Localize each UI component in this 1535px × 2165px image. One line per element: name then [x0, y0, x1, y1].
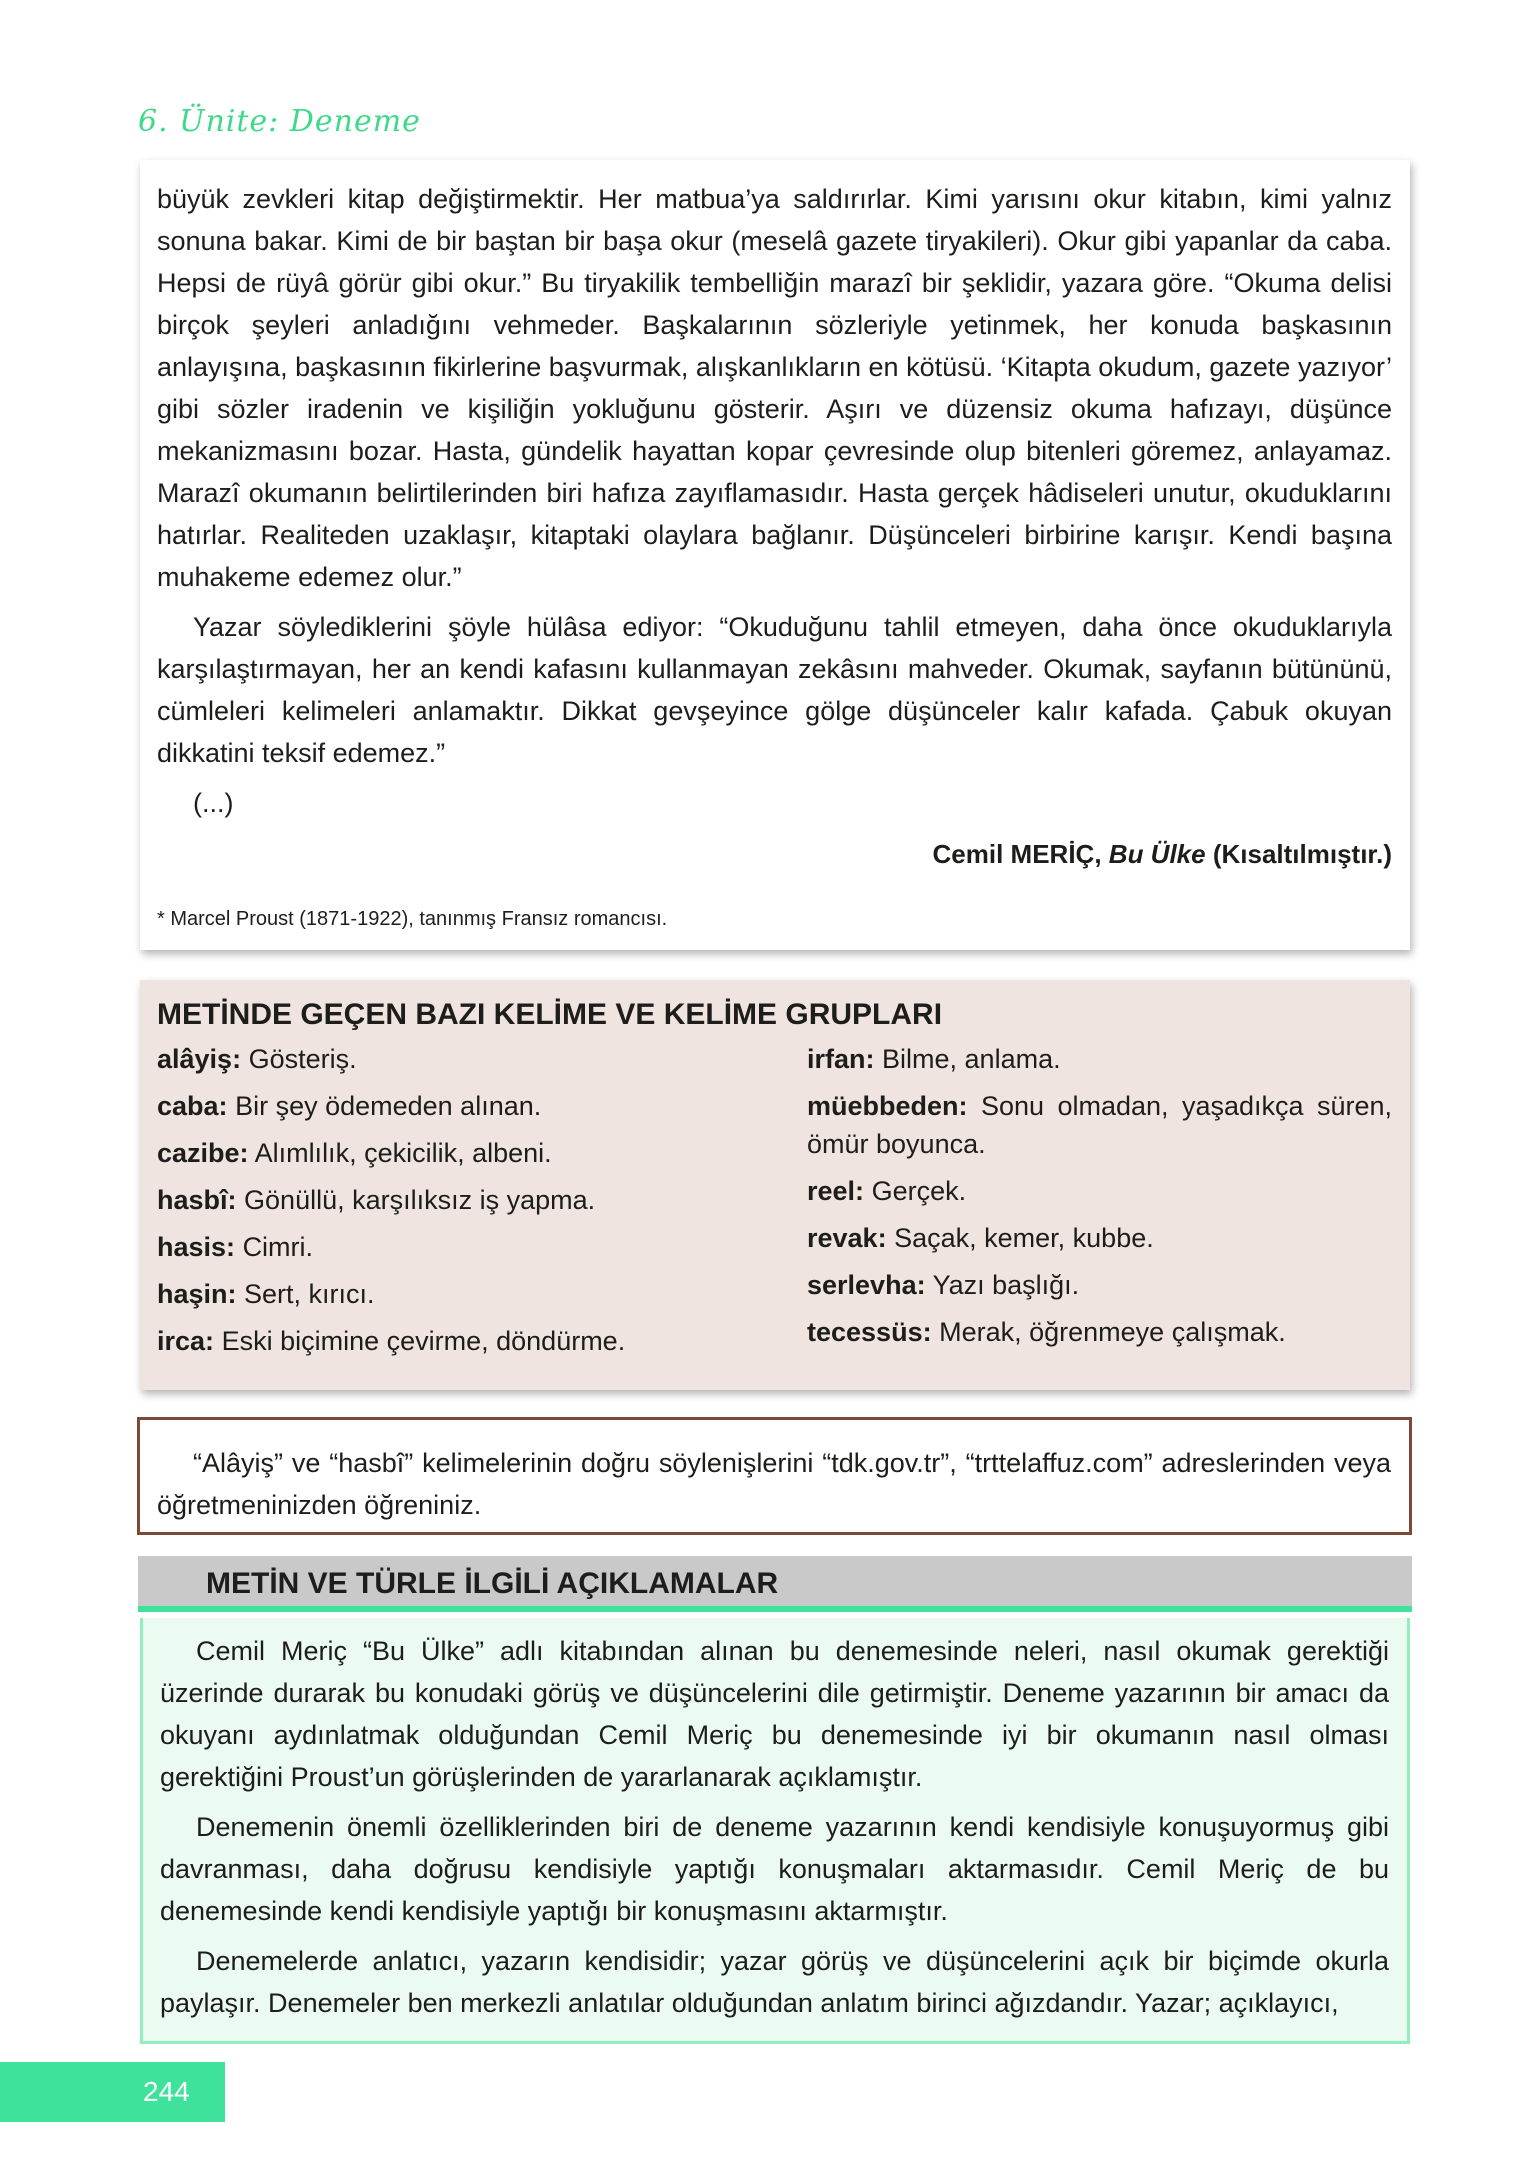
- pronunciation-note-text: “Alâyiş” ve “hasbî” kelimelerinin doğru söylenişlerini “tdk.gov.tr”, “trttelaffuz.com” adreslerinden veya öğretmeninizden öğreniniz.: [157, 1448, 1391, 1520]
- explanation-paragraph: Denemenin önemli özelliklerinden biri de deneme yazarının kendi kendisiyle konuşuyormuş gibi davranması, daha doğrusu kendisiyle yaptığı konuşmaları aktarmasıdır. Cemil Meriç de bu denemesinde kendi kendisiyle yaptığı bir konuşmasını aktarmıştır.: [160, 1812, 1389, 1926]
- vocabulary-right-column: [807, 1040, 1392, 1369]
- vocab-item: caba: Bir şey ödemeden alınan.: [157, 1091, 542, 1121]
- unit-title: 6. Ünite: Deneme: [138, 104, 421, 139]
- vocab-item: irca: Eski biçimine çevirme, döndürme.: [157, 1326, 626, 1356]
- excerpt-ellipsis: (...): [193, 788, 234, 818]
- explanations-card: [140, 1618, 1410, 2044]
- vocab-item: alâyiş: Gösteriş.: [157, 1044, 357, 1074]
- footnote: * Marcel Proust (1871-1922), tanınmış Fransız romancısı.: [157, 908, 668, 930]
- source-book: Bu Ülke: [1108, 839, 1206, 869]
- vocab-item: reel: Gerçek.: [807, 1176, 967, 1206]
- excerpt-paragraph-2: Yazar söylediklerini şöyle hülâsa ediyor: “Okuduğunu tahlil etmeyen, daha önce okuduklarıyla karşılaştırmayan, her an kendi kafasını kullanmayan zekâsını mahveder. Okumak, sayfanın bütününü, cümleleri kelimeleri anlamaktır. Dikkat gevşeyince gölge düşünceler kalır kafada. Çabuk okuyan dikkatini teksif edemez.”: [157, 612, 1392, 768]
- vocab-item: irfan: Bilme, anlama.: [807, 1044, 1061, 1074]
- page-number: 244: [0, 2062, 225, 2122]
- excerpt-card: [140, 160, 1410, 950]
- explanations-title: METİN VE TÜRLE İLGİLİ AÇIKLAMALAR: [206, 1567, 779, 1600]
- explanation-paragraph: Cemil Meriç “Bu Ülke” adlı kitabından alınan bu denemesinde neleri, nasıl okumak gerektiği üzerinde durarak bu konudaki görüş ve düşüncelerini dile getirmiştir. Deneme yazarının bir amacı da okuyanı aydınlatmak olduğundan Cemil Meriç bu denemesinde iyi bir okumanın nasıl olması gerektiğini Proust’un görüşlerinden de yararlanarak açıklamıştır.: [160, 1636, 1389, 1792]
- pronunciation-note: [137, 1417, 1412, 1535]
- explanation-paragraph: Denemelerde anlatıcı, yazarın kendisidir; yazar görüş ve düşüncelerini açık bir biçimde okurla paylaşır. Denemeler ben merkezli anlatılar olduğundan anlatım birinci ağızdandır. Yazar; açıklayıcı,: [160, 1946, 1389, 2018]
- excerpt-paragraph-1: büyük zevkleri kitap değiştirmektir. Her matbua’ya saldırırlar. Kimi yarısını okur kitabın, kimi yalnız sonuna bakar. Kimi de bir baştan bir başa okur (meselâ gazete tiryakileri). Okur gibi yapanlar da caba. Hepsi de rüyâ görür gibi okur.” Bu tiryakilik tembelliğin marazî bir şeklidir, yazara göre. “Okuma delisi birçok şeyleri anladığını vehmeder. Başkalarının sözleriyle yetinmek, her konuda başkasının anlayışına, başkasının fikirlerine başvurmak, alışkanlıkların en kötüsü. ‘Kitapta okudum, gazete yazıyor’ gibi sözler iradenin ve kişiliğin yokluğunu gösterir. Aşırı ve düzensiz okuma hafızayı, düşünce mekanizmasını bozar. Hasta, gündelik hayattan kopar çevresinde olup bitenleri göremez, anlayamaz. Marazî okumanın belirtilerinden biri hafıza zayıflamasıdır. Hasta gerçek hâdiseleri unutur, okuduklarını hatırlar. Realiteden uzaklaşır, kitaptaki olaylara bağlanır. Düşünceleri birbirine karışır. Kendi başına muhakeme edemez olur.”: [157, 184, 1392, 592]
- vocab-item: müebbeden: Sonu olmadan, yaşadıkça süren, ömür boyunca.: [807, 1091, 1392, 1159]
- source-note: (Kısaltılmıştır.): [1212, 839, 1392, 869]
- explanations-header: [138, 1556, 1412, 1612]
- vocab-item: haşin: Sert, kırıcı.: [157, 1279, 375, 1309]
- source-author: Cemil MERİÇ,: [932, 839, 1102, 869]
- vocab-item: cazibe: Alımlılık, çekicilik, albeni.: [157, 1138, 552, 1168]
- vocabulary-title: METİNDE GEÇEN BAZI KELİME VE KELİME GRUPLARI: [157, 998, 943, 1031]
- vocab-item: serlevha: Yazı başlığı.: [807, 1270, 1080, 1300]
- vocabulary-left-column: [157, 1040, 742, 1369]
- vocab-item: hasis: Cimri.: [157, 1232, 314, 1262]
- vocab-item: tecessüs: Merak, öğrenmeye çalışmak.: [807, 1317, 1286, 1347]
- vocabulary-card: [140, 980, 1410, 1390]
- vocab-item: revak: Saçak, kemer, kubbe.: [807, 1223, 1154, 1253]
- excerpt-source: [157, 834, 1392, 874]
- vocab-item: hasbî: Gönüllü, karşılıksız iş yapma.: [157, 1185, 596, 1215]
